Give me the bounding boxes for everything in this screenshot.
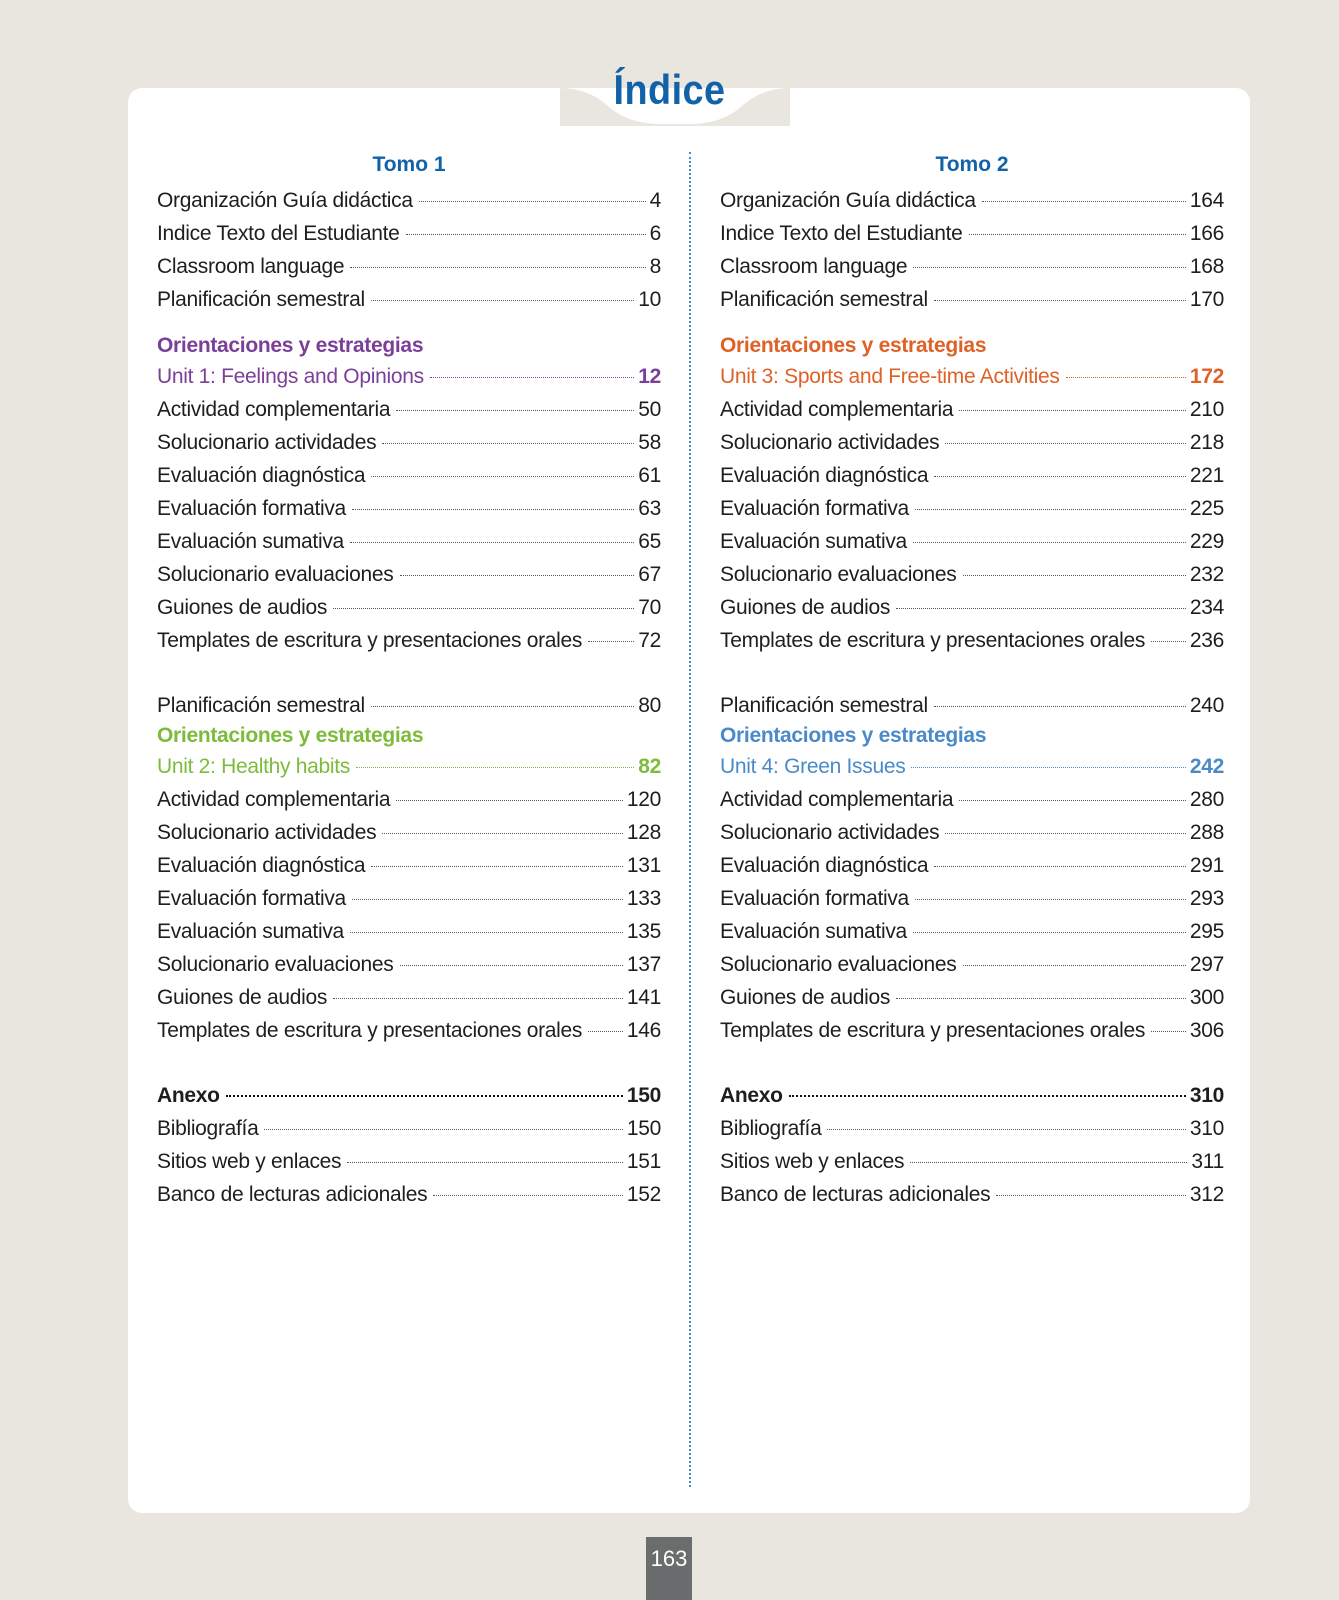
entry-page: 300 — [1189, 986, 1224, 1009]
dot-leader — [588, 1031, 623, 1032]
entry-page: 297 — [1189, 953, 1224, 976]
entry-label: Guiones de audios — [157, 596, 328, 619]
unit-label: Unit 4: Green Issues — [720, 755, 906, 778]
entry-page: 146 — [626, 1019, 661, 1042]
dot-leader — [959, 800, 1186, 801]
dot-leader — [226, 1095, 623, 1097]
entry-label: Evaluación diagnóstica — [157, 854, 366, 877]
entry-label: Solucionario actividades — [720, 431, 940, 454]
toc-entry[interactable] — [157, 1145, 661, 1178]
dot-leader — [371, 706, 634, 707]
dot-leader — [396, 410, 634, 411]
toc-entry[interactable] — [157, 525, 661, 558]
toc-entry[interactable] — [157, 1014, 661, 1047]
entry-label: Actividad complementaria — [157, 788, 391, 811]
entry-label: Evaluación sumativa — [157, 530, 344, 553]
toc-entry[interactable] — [720, 250, 1224, 283]
dot-leader — [333, 608, 634, 609]
toc-entry[interactable] — [720, 783, 1224, 816]
entry-page: 240 — [1189, 694, 1224, 717]
entry-page: 67 — [638, 563, 661, 586]
dot-leader — [400, 575, 635, 576]
entry-page: 236 — [1189, 629, 1224, 652]
toc-entry[interactable] — [157, 393, 661, 426]
entry-label: Sitios web y enlaces — [720, 1150, 905, 1173]
toc-entry[interactable] — [720, 1112, 1224, 1145]
entry-label: Evaluación sumativa — [157, 920, 344, 943]
section-heading: Orientaciones y estrategias — [720, 724, 987, 747]
toc-entry[interactable] — [720, 1145, 1224, 1178]
toc-entry[interactable] — [720, 393, 1224, 426]
unit-entry[interactable] — [720, 750, 1224, 783]
entry-page: 128 — [626, 821, 661, 844]
dot-leader — [945, 833, 1186, 834]
toc-entry[interactable] — [157, 492, 661, 525]
entry-page: 210 — [1189, 398, 1224, 421]
entry-label: Organización Guía didáctica — [720, 189, 976, 212]
dot-leader — [1066, 377, 1186, 378]
entry-page: 288 — [1189, 821, 1224, 844]
toc-entry[interactable] — [720, 981, 1224, 1014]
entry-page: 120 — [626, 788, 661, 811]
entry-label: Classroom language — [720, 255, 908, 278]
dot-leader — [827, 1129, 1185, 1130]
page-title: Índice — [613, 66, 726, 113]
entry-page: 164 — [1189, 189, 1224, 212]
entry-label: Solucionario evaluaciones — [720, 953, 957, 976]
section-heading: Orientaciones y estrategias — [157, 724, 424, 747]
entry-label: Guiones de audios — [157, 986, 328, 1009]
entry-page: 293 — [1189, 887, 1224, 910]
entry-label: Templates de escritura y presentaciones orales — [720, 1019, 1146, 1042]
toc-entry[interactable] — [157, 816, 661, 849]
toc-entry[interactable] — [157, 783, 661, 816]
entry-label: Evaluación sumativa — [720, 920, 907, 943]
dot-leader — [913, 932, 1186, 933]
dot-leader — [371, 866, 623, 867]
anexo-entry[interactable] — [157, 1079, 661, 1112]
entry-page: 65 — [638, 530, 661, 553]
entry-label: Templates de escritura y presentaciones orales — [720, 629, 1146, 652]
unit-page: 172 — [1189, 365, 1224, 388]
entry-page: 141 — [626, 986, 661, 1009]
unit-page: 82 — [638, 755, 661, 778]
tomo-heading: Tomo 1 — [372, 153, 446, 176]
toc-entry[interactable] — [157, 981, 661, 1014]
toc-entry[interactable] — [157, 849, 661, 882]
entry-page: 166 — [1189, 222, 1224, 245]
entry-page: 232 — [1189, 563, 1224, 586]
toc-entry[interactable] — [720, 184, 1224, 217]
entry-page: 135 — [626, 920, 661, 943]
entry-page: 170 — [1189, 288, 1224, 311]
toc-entry[interactable] — [157, 459, 661, 492]
entry-page: 229 — [1189, 530, 1224, 553]
unit-label: Unit 2: Healthy habits — [157, 755, 351, 778]
entry-page: 70 — [638, 596, 661, 619]
entry-label: Indice Texto del Estudiante — [157, 222, 400, 245]
toc-entry[interactable] — [720, 1178, 1224, 1211]
unit-entry[interactable] — [157, 360, 661, 393]
toc-entry[interactable] — [157, 558, 661, 591]
entry-label: Indice Texto del Estudiante — [720, 222, 963, 245]
entry-page: 58 — [638, 431, 661, 454]
entry-label: Solucionario actividades — [720, 821, 940, 844]
dot-leader — [910, 1162, 1187, 1163]
unit-entry[interactable] — [157, 750, 661, 783]
entry-label: Organización Guía didáctica — [157, 189, 413, 212]
unit-label: Unit 3: Sports and Free-time Activities — [720, 365, 1060, 388]
anexo-page: 150 — [626, 1084, 661, 1107]
entry-label: Evaluación diagnóstica — [720, 854, 929, 877]
entry-page: 63 — [638, 497, 661, 520]
dot-leader — [396, 800, 623, 801]
entry-label: Guiones de audios — [720, 986, 891, 1009]
entry-label: Evaluación diagnóstica — [720, 464, 929, 487]
toc-entry[interactable] — [720, 558, 1224, 591]
entry-label: Solucionario evaluaciones — [720, 563, 957, 586]
dot-leader — [963, 965, 1186, 966]
toc-entry[interactable] — [157, 426, 661, 459]
anexo-label: Anexo — [157, 1084, 220, 1107]
entry-label: Evaluación diagnóstica — [157, 464, 366, 487]
entry-label: Actividad complementaria — [720, 788, 954, 811]
dot-leader — [969, 234, 1186, 235]
toc-entry[interactable] — [720, 948, 1224, 981]
column-divider — [689, 152, 691, 1487]
entry-label: Solucionario evaluaciones — [157, 563, 394, 586]
entry-label: Planificación semestral — [720, 288, 928, 311]
entry-label: Actividad complementaria — [157, 398, 391, 421]
dot-leader — [333, 998, 623, 999]
entry-page: 291 — [1189, 854, 1224, 877]
toc-entry[interactable] — [720, 849, 1224, 882]
entry-page: 280 — [1189, 788, 1224, 811]
unit-page: 242 — [1189, 755, 1224, 778]
entry-page: 312 — [1189, 1183, 1224, 1206]
entry-label: Planificación semestral — [157, 694, 365, 717]
entry-page: 150 — [626, 1117, 661, 1140]
dot-leader — [934, 476, 1186, 477]
unit-label: Unit 1: Feelings and Opinions — [157, 365, 424, 388]
entry-page: 8 — [649, 255, 661, 278]
toc-entry[interactable] — [720, 816, 1224, 849]
entry-label: Evaluación sumativa — [720, 530, 907, 553]
toc-entry[interactable] — [157, 217, 661, 250]
entry-label: Classroom language — [157, 255, 345, 278]
toc-entry[interactable] — [720, 459, 1224, 492]
dot-leader — [982, 201, 1186, 202]
dot-leader — [913, 267, 1186, 268]
entry-label: Templates de escritura y presentaciones orales — [157, 1019, 583, 1042]
page-number: 163 — [646, 1537, 692, 1600]
anexo-page: 310 — [1189, 1084, 1224, 1107]
dot-leader — [356, 767, 634, 768]
toc-entry[interactable] — [720, 591, 1224, 624]
dot-leader — [588, 641, 634, 642]
toc-entry[interactable] — [157, 1112, 661, 1145]
anexo-entry[interactable] — [720, 1079, 1224, 1112]
dot-leader — [789, 1095, 1186, 1097]
anexo-label: Anexo — [720, 1084, 783, 1107]
entry-page: 221 — [1189, 464, 1224, 487]
tomo-2-column — [720, 150, 1224, 1211]
dot-leader — [352, 509, 634, 510]
entry-page: 10 — [638, 288, 661, 311]
dot-leader — [406, 234, 646, 235]
unit-page: 12 — [638, 365, 661, 388]
entry-page: 218 — [1189, 431, 1224, 454]
dot-leader — [371, 476, 634, 477]
tomo-1-column — [157, 150, 661, 1211]
toc-entry[interactable] — [157, 624, 661, 657]
entry-page: 133 — [626, 887, 661, 910]
entry-page: 151 — [626, 1150, 661, 1173]
dot-leader — [400, 965, 623, 966]
dot-leader — [945, 443, 1186, 444]
entry-label: Evaluación formativa — [157, 887, 346, 910]
dot-leader — [915, 509, 1186, 510]
entry-label: Sitios web y enlaces — [157, 1150, 342, 1173]
dot-leader — [433, 1195, 623, 1196]
dot-leader — [959, 410, 1186, 411]
toc-entry[interactable] — [720, 1014, 1224, 1047]
dot-leader — [352, 899, 623, 900]
dot-leader — [913, 542, 1186, 543]
dot-leader — [1151, 1031, 1186, 1032]
toc-entry[interactable] — [720, 624, 1224, 657]
entry-page: 225 — [1189, 497, 1224, 520]
entry-label: Bibliografía — [720, 1117, 822, 1140]
toc-entry[interactable] — [720, 525, 1224, 558]
dot-leader — [350, 932, 623, 933]
dot-leader — [382, 833, 623, 834]
dot-leader — [934, 706, 1186, 707]
entry-page: 72 — [638, 629, 661, 652]
toc-entry[interactable] — [157, 1178, 661, 1211]
unit-entry[interactable] — [720, 360, 1224, 393]
entry-label: Actividad complementaria — [720, 398, 954, 421]
entry-page: 137 — [626, 953, 661, 976]
entry-label: Solucionario actividades — [157, 431, 377, 454]
dot-leader — [996, 1195, 1186, 1196]
section-heading: Orientaciones y estrategias — [720, 334, 987, 357]
entry-page: 50 — [638, 398, 661, 421]
dot-leader — [934, 300, 1186, 301]
entry-page: 61 — [638, 464, 661, 487]
toc-entry[interactable] — [720, 283, 1224, 316]
entry-page: 295 — [1189, 920, 1224, 943]
entry-label: Solucionario evaluaciones — [157, 953, 394, 976]
entry-page: 310 — [1189, 1117, 1224, 1140]
dot-leader — [896, 608, 1186, 609]
toc-entry[interactable] — [157, 184, 661, 217]
toc-entry[interactable] — [157, 283, 661, 316]
dot-leader — [382, 443, 634, 444]
toc-entry[interactable] — [157, 948, 661, 981]
tomo-heading: Tomo 2 — [935, 153, 1009, 176]
entry-label: Banco de lecturas adicionales — [157, 1183, 428, 1206]
toc-entry[interactable] — [720, 492, 1224, 525]
dot-leader — [350, 542, 634, 543]
entry-label: Evaluación formativa — [157, 497, 346, 520]
toc-entry[interactable] — [157, 915, 661, 948]
toc-entry[interactable] — [720, 689, 1224, 722]
dot-leader — [350, 267, 645, 268]
entry-page: 234 — [1189, 596, 1224, 619]
entry-label: Planificación semestral — [157, 288, 365, 311]
dot-leader — [347, 1162, 623, 1163]
dot-leader — [911, 767, 1185, 768]
entry-label: Guiones de audios — [720, 596, 891, 619]
dot-leader — [963, 575, 1186, 576]
entry-label: Evaluación formativa — [720, 887, 909, 910]
toc-entry[interactable] — [720, 217, 1224, 250]
toc-entry[interactable] — [157, 591, 661, 624]
entry-label: Templates de escritura y presentaciones orales — [157, 629, 583, 652]
entry-label: Evaluación formativa — [720, 497, 909, 520]
entry-page: 152 — [626, 1183, 661, 1206]
entry-label: Solucionario actividades — [157, 821, 377, 844]
dot-leader — [915, 899, 1186, 900]
entry-page: 6 — [649, 222, 661, 245]
dot-leader — [419, 201, 646, 202]
entry-page: 80 — [638, 694, 661, 717]
dot-leader — [1151, 641, 1186, 642]
entry-label: Banco de lecturas adicionales — [720, 1183, 991, 1206]
toc-entry[interactable] — [720, 915, 1224, 948]
section-heading: Orientaciones y estrategias — [157, 334, 424, 357]
dot-leader — [264, 1129, 622, 1130]
toc-entry[interactable] — [157, 250, 661, 283]
toc-entry[interactable] — [157, 882, 661, 915]
entry-page: 306 — [1189, 1019, 1224, 1042]
dot-leader — [934, 866, 1186, 867]
toc-entry[interactable] — [157, 689, 661, 722]
entry-label: Planificación semestral — [720, 694, 928, 717]
entry-page: 4 — [649, 189, 661, 212]
toc-entry[interactable] — [720, 882, 1224, 915]
entry-page: 168 — [1189, 255, 1224, 278]
entry-page: 131 — [626, 854, 661, 877]
dot-leader — [371, 300, 634, 301]
entry-label: Bibliografía — [157, 1117, 259, 1140]
entry-page: 311 — [1191, 1150, 1224, 1173]
dot-leader — [430, 377, 634, 378]
dot-leader — [896, 998, 1186, 999]
toc-entry[interactable] — [720, 426, 1224, 459]
